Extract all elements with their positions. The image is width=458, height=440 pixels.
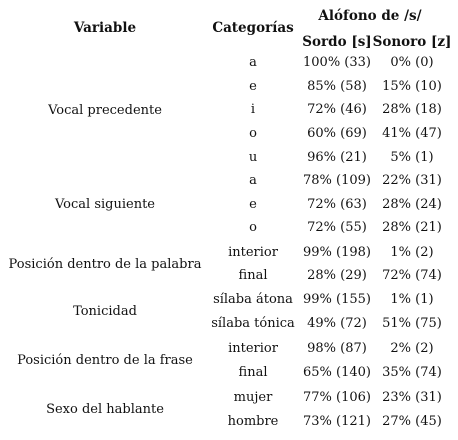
variable-label: Sexo del hablante bbox=[46, 402, 164, 417]
category-cell: sílaba átona bbox=[213, 292, 293, 307]
sonoro-cell: 72% (74) bbox=[382, 268, 442, 283]
variable-label: Vocal siguiente bbox=[54, 196, 156, 212]
header-variable: Variable bbox=[73, 20, 137, 36]
sonoro-cell: 1% (2) bbox=[390, 245, 434, 260]
sordo-cell: 96% (21) bbox=[307, 150, 367, 165]
sordo-cell: 99% (155) bbox=[303, 292, 371, 307]
header-sordo: Sordo [s] bbox=[302, 34, 372, 50]
sonoro-cell: 28% (18) bbox=[382, 102, 442, 117]
sordo-cell: 77% (106) bbox=[303, 390, 371, 405]
header-alofono: Alófono de /s/ bbox=[318, 8, 422, 24]
sordo-cell: 72% (55) bbox=[307, 220, 367, 235]
sonoro-cell: 23% (31) bbox=[382, 390, 442, 405]
header-categorias: Categorías bbox=[212, 20, 294, 36]
sonoro-cell: 35% (74) bbox=[382, 365, 442, 380]
sordo-cell: 98% (87) bbox=[307, 341, 367, 356]
header-sonoro: Sonoro [z] bbox=[372, 34, 452, 50]
sonoro-cell: 15% (10) bbox=[382, 79, 442, 94]
sonoro-cell: 5% (1) bbox=[390, 150, 434, 165]
category-cell: i bbox=[250, 102, 256, 117]
category-cell: e bbox=[249, 79, 257, 94]
category-cell: a bbox=[249, 55, 257, 70]
category-cell: sílaba tónica bbox=[211, 316, 295, 331]
sonoro-cell: 2% (2) bbox=[390, 341, 434, 356]
sordo-cell: 72% (46) bbox=[307, 102, 367, 117]
sordo-cell: 78% (109) bbox=[303, 173, 371, 188]
sordo-cell: 100% (33) bbox=[303, 55, 371, 70]
category-cell: final bbox=[238, 268, 268, 283]
sordo-cell: 49% (72) bbox=[307, 316, 367, 331]
sonoro-cell: 1% (1) bbox=[390, 292, 434, 307]
sordo-cell: 65% (140) bbox=[303, 365, 371, 380]
sonoro-cell: 22% (31) bbox=[382, 173, 442, 188]
category-cell: interior bbox=[228, 341, 278, 356]
variable-label: Tonicidad bbox=[73, 304, 137, 319]
sonoro-cell: 0% (0) bbox=[390, 55, 434, 70]
variable-label: Posición dentro de la palabra bbox=[8, 256, 202, 272]
sordo-cell: 60% (69) bbox=[307, 126, 367, 141]
sonoro-cell: 28% (21) bbox=[382, 220, 442, 235]
sonoro-cell: 27% (45) bbox=[382, 414, 442, 429]
category-cell: mujer bbox=[233, 390, 273, 405]
sordo-cell: 73% (121) bbox=[303, 414, 371, 429]
category-cell: e bbox=[249, 197, 257, 212]
sordo-cell: 72% (63) bbox=[307, 197, 367, 212]
category-cell: final bbox=[238, 365, 268, 380]
sonoro-cell: 41% (47) bbox=[382, 126, 442, 141]
sonoro-cell: 51% (75) bbox=[382, 316, 442, 331]
sordo-cell: 85% (58) bbox=[307, 79, 367, 94]
variable-label: Posición dentro de la frase bbox=[17, 353, 193, 368]
sordo-cell: 28% (29) bbox=[307, 268, 367, 283]
category-cell: o bbox=[249, 126, 257, 141]
category-cell: o bbox=[249, 220, 257, 235]
category-cell: interior bbox=[228, 245, 278, 260]
sordo-cell: 99% (198) bbox=[303, 245, 371, 260]
sonoro-cell: 28% (24) bbox=[382, 197, 442, 212]
variable-label: Vocal precedente bbox=[48, 102, 162, 118]
category-cell: a bbox=[249, 173, 257, 188]
category-cell: hombre bbox=[227, 414, 279, 429]
category-cell: u bbox=[248, 150, 258, 165]
